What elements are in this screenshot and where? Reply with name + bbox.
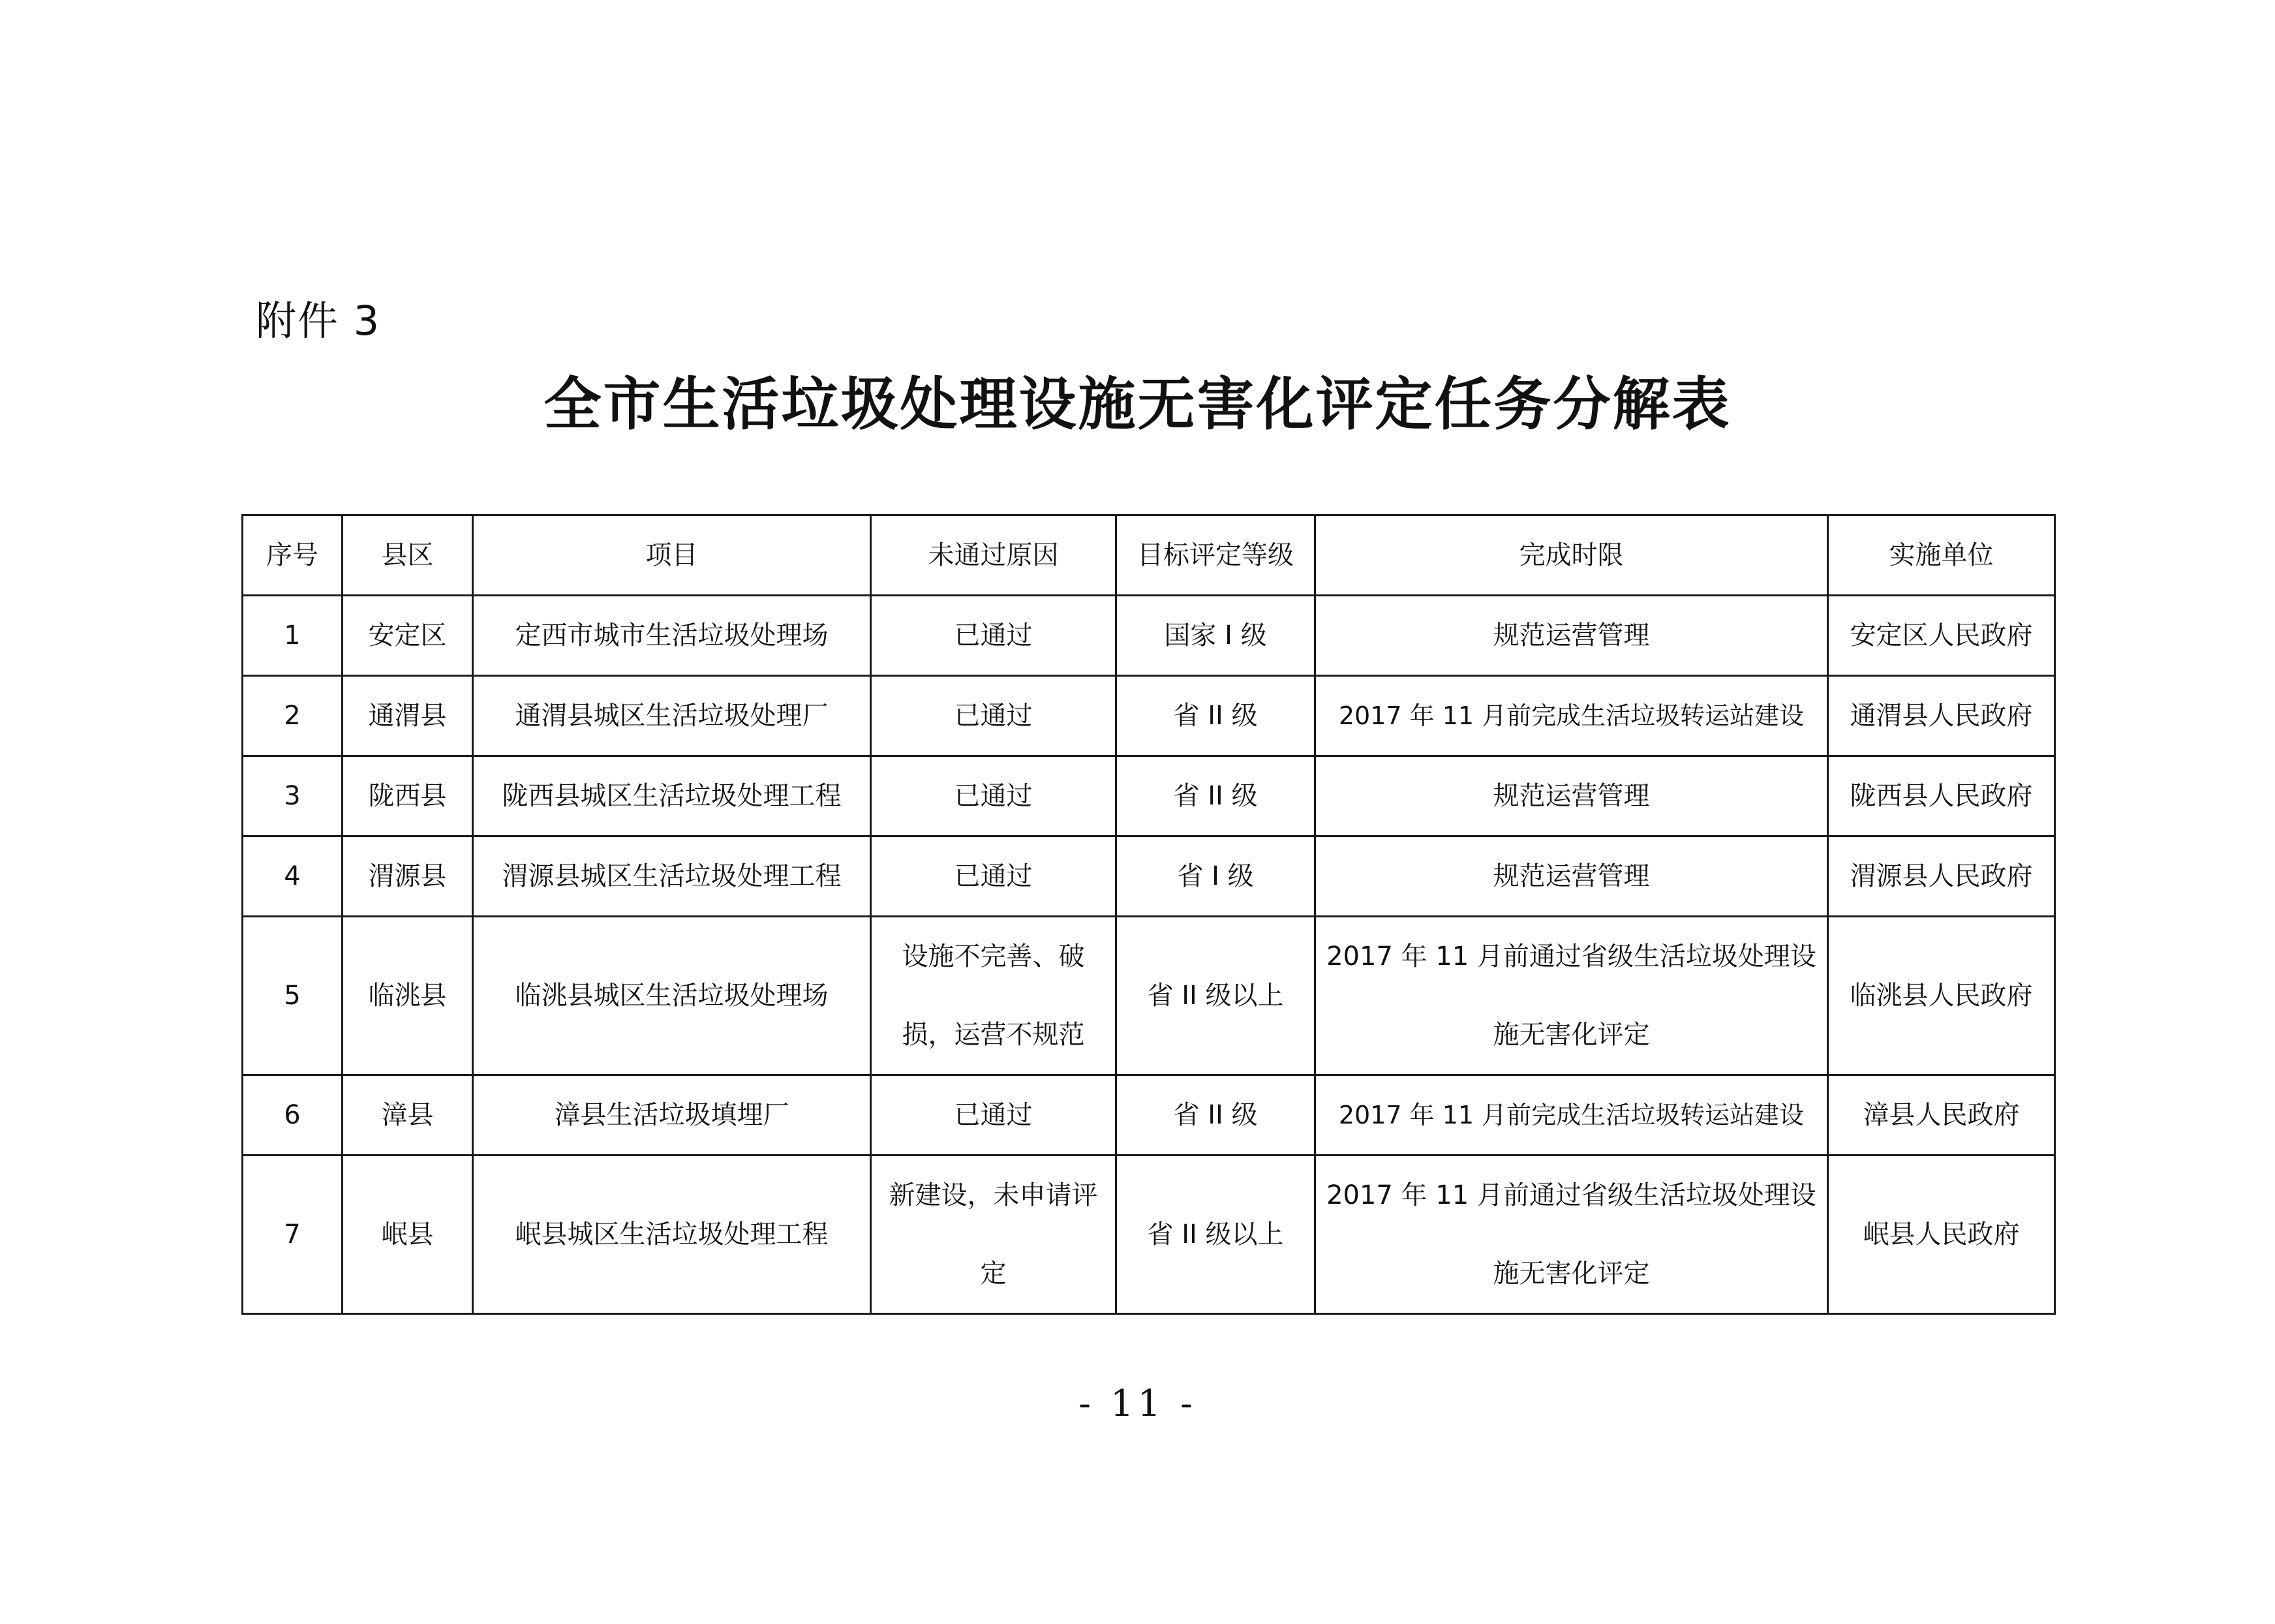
table-row [243, 1156, 2055, 1314]
cell-fail-reason: 设施不完善、破损，运营不规范 [871, 917, 1116, 1075]
cell-project: 通渭县城区生活垃圾处理厂 [473, 676, 871, 756]
cell-project: 渭源县城区生活垃圾处理工程 [473, 836, 871, 917]
cell-project: 岷县城区生活垃圾处理工程 [473, 1156, 871, 1314]
table-row [243, 676, 2055, 756]
cell-target-level: 省 II 级 [1116, 756, 1315, 836]
cell-fail-reason: 已通过 [871, 676, 1116, 756]
cell-project: 临洮县城区生活垃圾处理场 [473, 917, 871, 1075]
header-project: 项目 [473, 515, 871, 596]
cell-deadline: 2017 年 11 月前完成生活垃圾转运站建设 [1315, 676, 1828, 756]
cell-fail-reason: 已通过 [871, 756, 1116, 836]
cell-deadline: 2017 年 11 月前完成生活垃圾转运站建设 [1315, 1075, 1828, 1156]
header-county: 县区 [343, 515, 473, 596]
cell-county: 渭源县 [343, 836, 473, 917]
cell-index: 4 [243, 836, 343, 917]
table-row [243, 756, 2055, 836]
cell-fail-reason: 新建设，未申请评定 [871, 1156, 1116, 1314]
cell-target-level: 国家 I 级 [1116, 596, 1315, 676]
cell-fail-reason: 已通过 [871, 1075, 1116, 1156]
header-target-level: 目标评定等级 [1116, 515, 1315, 596]
table-row [243, 596, 2055, 676]
cell-deadline: 2017 年 11 月前通过省级生活垃圾处理设施无害化评定 [1315, 1156, 1828, 1314]
cell-implementer: 渭源县人民政府 [1828, 836, 2055, 917]
cell-fail-reason: 已通过 [871, 836, 1116, 917]
cell-county: 漳县 [343, 1075, 473, 1156]
document-title: 全市生活垃圾处理设施无害化评定任务分解表 [543, 371, 1732, 438]
table-header-row [243, 515, 2055, 596]
cell-deadline: 规范运营管理 [1315, 836, 1828, 917]
cell-index: 5 [243, 917, 343, 1075]
cell-project: 定西市城市生活垃圾处理场 [473, 596, 871, 676]
cell-county: 陇西县 [343, 756, 473, 836]
cell-implementer: 陇西县人民政府 [1828, 756, 2055, 836]
cell-county: 通渭县 [343, 676, 473, 756]
cell-project: 漳县生活垃圾填埋厂 [473, 1075, 871, 1156]
cell-deadline: 2017 年 11 月前通过省级生活垃圾处理设施无害化评定 [1315, 917, 1828, 1075]
table-row [243, 836, 2055, 917]
cell-county: 安定区 [343, 596, 473, 676]
cell-county: 岷县 [343, 1156, 473, 1314]
cell-implementer: 安定区人民政府 [1828, 596, 2055, 676]
cell-index: 3 [243, 756, 343, 836]
cell-target-level: 省 II 级 [1116, 676, 1315, 756]
cell-index: 7 [243, 1156, 343, 1314]
header-implementer: 实施单位 [1828, 515, 2055, 596]
header-deadline: 完成时限 [1315, 515, 1828, 596]
header-index: 序号 [243, 515, 343, 596]
cell-deadline: 规范运营管理 [1315, 756, 1828, 836]
attachment-label: 附件 3 [256, 297, 381, 345]
cell-implementer: 岷县人民政府 [1828, 1156, 2055, 1314]
cell-fail-reason: 已通过 [871, 596, 1116, 676]
cell-implementer: 临洮县人民政府 [1828, 917, 2055, 1075]
table-row [243, 1075, 2055, 1156]
cell-target-level: 省 II 级 [1116, 1075, 1315, 1156]
table-row [243, 917, 2055, 1075]
cell-implementer: 漳县人民政府 [1828, 1075, 2055, 1156]
cell-index: 1 [243, 596, 343, 676]
page-number: - 11 - [1078, 1383, 1197, 1425]
task-table [241, 514, 2056, 1315]
cell-deadline: 规范运营管理 [1315, 596, 1828, 676]
cell-target-level: 省 I 级 [1116, 836, 1315, 917]
cell-county: 临洮县 [343, 917, 473, 1075]
cell-target-level: 省 II 级以上 [1116, 917, 1315, 1075]
cell-target-level: 省 II 级以上 [1116, 1156, 1315, 1314]
header-fail-reason: 未通过原因 [871, 515, 1116, 596]
cell-project: 陇西县城区生活垃圾处理工程 [473, 756, 871, 836]
cell-implementer: 通渭县人民政府 [1828, 676, 2055, 756]
cell-index: 6 [243, 1075, 343, 1156]
cell-index: 2 [243, 676, 343, 756]
